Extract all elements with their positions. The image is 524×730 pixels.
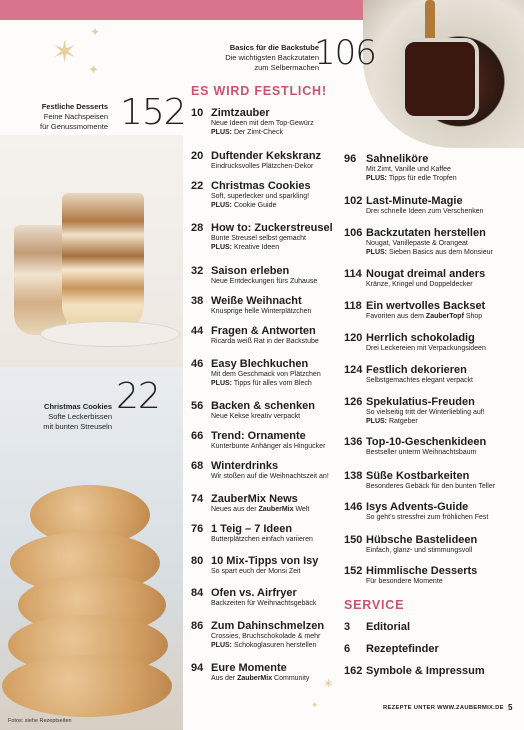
- toc-entry-title: Spekulatius-Freuden: [366, 396, 475, 408]
- toc-entry-page: 56: [191, 400, 204, 412]
- star-ornament-icon: ✶: [52, 36, 78, 69]
- toc-entry-plus-label: PLUS:: [211, 642, 232, 649]
- cookies-feature-label: [0, 402, 112, 432]
- toc-entry-plus-label: PLUS:: [366, 175, 387, 182]
- toc-entry[interactable]: [344, 665, 499, 677]
- toc-entry[interactable]: [344, 621, 499, 633]
- toc-entry-title: Top-10-Geschenkideen: [366, 436, 487, 448]
- toc-entry[interactable]: [344, 153, 499, 183]
- left-feature-column: [0, 20, 186, 730]
- toc-entry-subtitle: So spart euch der Monsi Zeit: [211, 568, 301, 575]
- toc-entry-subtitle: [366, 312, 499, 321]
- toc-entry-title: ZauberMix News: [211, 493, 298, 505]
- toc-entry-plus: [211, 641, 346, 650]
- toc-entry-subtitle: Mit dem Geschmack von Plätzchen: [211, 371, 321, 378]
- toc-entry[interactable]: [191, 358, 346, 388]
- toc-entry-page: 44: [191, 325, 204, 337]
- toc-entry[interactable]: [191, 325, 346, 346]
- star-ornament-icon: ✦: [311, 700, 319, 710]
- cookies-feature-page[interactable]: 22: [116, 376, 160, 417]
- toc-entry-page: 94: [191, 662, 204, 674]
- toc-entry-subtitle-text: Welt: [293, 506, 310, 513]
- toc-entry-plus-label: PLUS:: [211, 129, 232, 136]
- section-title-service: SERVICE: [344, 598, 405, 612]
- dessert-plate: [40, 321, 180, 347]
- cookies-feature-sub1: Softe Leckerbissen: [48, 412, 112, 421]
- toc-entry-page: 3: [344, 621, 351, 633]
- toc-entry-subtitle-text: Community: [272, 675, 310, 682]
- toc-entry[interactable]: [344, 534, 499, 555]
- toc-entry-page: 76: [191, 523, 204, 535]
- toc-entry-subtitle: Bestseller unterm Weihnachtsbaum: [366, 449, 477, 456]
- toc-entry-subtitle: [211, 505, 346, 514]
- toc-entry-page: 6: [344, 643, 351, 655]
- basics-feature-title: Basics für die Backstube: [229, 43, 319, 52]
- toc-entry[interactable]: [191, 555, 346, 576]
- toc-entry-page: 106: [344, 227, 363, 239]
- toc-entry-subtitle: Für besondere Momente: [366, 578, 443, 585]
- toc-entry-title: Last-Minute-Magie: [366, 195, 463, 207]
- toc-entry-subtitle: Drei Leckereien mit Verpackungsideen: [366, 345, 486, 352]
- toc-entry-plus-label: PLUS:: [211, 202, 232, 209]
- toc-entry[interactable]: [344, 501, 499, 522]
- toc-entry[interactable]: [344, 300, 499, 321]
- toc-entry-page: 86: [191, 620, 204, 632]
- section-title-festlich: ES WIRD FESTLICH!: [191, 84, 327, 98]
- toc-entry-page: 152: [344, 565, 363, 577]
- toc-entry-subtitle: Neue Entdeckungen fürs Zuhause: [211, 278, 318, 285]
- toc-entry-page: 32: [191, 265, 204, 277]
- desserts-feature-label: [0, 102, 108, 132]
- basics-feature-sub1: Die wichtigsten Backzutaten: [225, 53, 319, 62]
- toc-entry-title: Editorial: [366, 621, 411, 633]
- toc-entry[interactable]: [344, 643, 499, 655]
- toc-entry[interactable]: [344, 436, 499, 457]
- toc-entry-subtitle: Neue Ideen mit dem Top-Gewürz: [211, 120, 314, 127]
- toc-entry-subtitle: Knusprige helle Winterplätzchen: [211, 308, 312, 315]
- toc-entry[interactable]: [344, 396, 499, 426]
- star-ornament-icon: ✶: [323, 676, 334, 691]
- toc-entry-subtitle: Kunterbunte Anhänger als Hingucker: [211, 443, 326, 450]
- toc-entry-title: Duftender Kekskranz: [211, 150, 322, 162]
- toc-entry[interactable]: [344, 195, 499, 216]
- toc-entry-page: 162: [344, 665, 363, 677]
- star-ornament-icon: ✦: [88, 62, 99, 77]
- toc-entry[interactable]: [344, 268, 499, 289]
- cookies-feature-title: Christmas Cookies: [44, 402, 112, 411]
- toc-entry-plus: [211, 128, 346, 137]
- toc-entry-subtitle: Bunte Streusel selbst gemacht: [211, 235, 306, 242]
- toc-entry[interactable]: [344, 227, 499, 257]
- toc-entry[interactable]: [191, 400, 346, 421]
- toc-entry-subtitle: Backzeiten für Weihnachtsgebäck: [211, 600, 317, 607]
- toc-entry-page: 124: [344, 364, 363, 376]
- toc-entry-subtitle: Eindrucksvolles Plätzchen-Dekor: [211, 163, 314, 170]
- toc-entry-plus-text: Tipps für edle Tropfen: [387, 175, 457, 182]
- toc-entry-title: Ein wertvolles Backset: [366, 300, 486, 312]
- toc-entry[interactable]: [191, 150, 346, 171]
- basics-feature-sub2: zum Selbermachen: [254, 63, 319, 72]
- toc-entry[interactable]: [191, 222, 346, 252]
- toc-entry-subtitle: Kränze, Kringel und Doppeldecker: [366, 281, 473, 288]
- toc-entry-plus: [211, 379, 346, 388]
- toc-entry-title: Easy Blechkuchen: [211, 358, 309, 370]
- toc-entry[interactable]: [344, 565, 499, 586]
- toc-entry-page: 46: [191, 358, 204, 370]
- toc-entry-plus-text: Ratgeber: [387, 418, 418, 425]
- toc-entry-title: How to: Zuckerstreusel: [211, 222, 333, 234]
- toc-entry[interactable]: [191, 460, 346, 481]
- toc-entry[interactable]: [191, 620, 346, 650]
- basics-feature: [183, 33, 483, 73]
- toc-entry[interactable]: [191, 493, 346, 514]
- cookies-feature-sub2: mit bunten Streuseln: [43, 422, 112, 431]
- toc-entry-subtitle: Einfach, glanz- und stimmungsvoll: [366, 547, 473, 554]
- toc-entry-title: Zimtzauber: [211, 107, 270, 119]
- toc-entry-title: Saison erleben: [211, 265, 290, 277]
- footer-url[interactable]: REZEPTE UNTER WWW.ZAUBERMIX.DE: [383, 705, 504, 711]
- toc-entry-subtitle-text: Favoriten aus dem: [366, 313, 426, 320]
- toc-entry-page: 96: [344, 153, 357, 165]
- toc-entry-subtitle: Crossies, Bruchschokolade & mehr: [211, 633, 321, 640]
- star-ornament-icon: ✦: [90, 25, 101, 39]
- toc-entry[interactable]: [344, 332, 499, 353]
- toc-entry-title: Weiße Weihnacht: [211, 295, 302, 307]
- toc-entry-title: Festlich dekorieren: [366, 364, 467, 376]
- toc-entry[interactable]: [191, 295, 346, 316]
- toc-entry-title: Ofen vs. Airfryer: [211, 587, 297, 599]
- toc-entry-plus-text: Tipps für alles vom Blech: [232, 380, 312, 387]
- toc-entry-title: Isys Advents-Guide: [366, 501, 469, 513]
- toc-entry-subtitle: Mit Zimt, Vanille und Kaffee: [366, 166, 451, 173]
- toc-entry-title: Eure Momente: [211, 662, 287, 674]
- toc-entry[interactable]: [191, 180, 346, 210]
- toc-entry[interactable]: [344, 470, 499, 491]
- toc-entry-title: Fragen & Antworten: [211, 325, 316, 337]
- toc-entry-page: 38: [191, 295, 204, 307]
- toc-entry-title: Rezeptefinder: [366, 643, 439, 655]
- toc-entry-subtitle: Ricarda weiß Rat in der Backstube: [211, 338, 319, 345]
- toc-entry-plus-text: Der Zimt-Check: [232, 129, 283, 136]
- toc-entry-page: 136: [344, 436, 363, 448]
- desserts-feature-title: Festliche Desserts: [41, 102, 108, 111]
- desserts-feature-page[interactable]: 152: [120, 92, 186, 133]
- toc-entry-subtitle: Besonderes Gebäck für den bunten Teller: [366, 483, 496, 490]
- toc-entry[interactable]: [191, 107, 346, 137]
- toc-entry[interactable]: [191, 430, 346, 451]
- toc-entry-page: 10: [191, 107, 204, 119]
- toc-entry-title: Winterdrinks: [211, 460, 279, 472]
- desserts-feature-sub1: Feine Nachspeisen: [43, 112, 108, 121]
- photo-credit: Fotos: siehe Rezeptseiten: [8, 718, 72, 724]
- toc-entry-plus: [211, 201, 346, 210]
- toc-entry-subtitle: Drei schnelle Ideen zum Verschenken: [366, 208, 484, 215]
- toc-entry-page: 146: [344, 501, 363, 513]
- toc-entry-title: Trend: Ornamente: [211, 430, 306, 442]
- toc-entry-title: Backzutaten herstellen: [366, 227, 486, 239]
- toc-entry-page: 28: [191, 222, 204, 234]
- toc-entry-title: Himmlische Desserts: [366, 565, 478, 577]
- toc-entry-page: 126: [344, 396, 363, 408]
- desserts-feature-sub2: für Genussmomente: [40, 122, 108, 131]
- dessert-glass: [62, 193, 144, 333]
- toc-entry-title: Herrlich schokoladig: [366, 332, 475, 344]
- toc-entry[interactable]: [191, 587, 346, 608]
- toc-entry-subtitle-brand: ZauberMix: [237, 675, 273, 682]
- toc-column: [183, 0, 524, 730]
- toc-entry-subtitle: Soft, superlecker und sparkling!: [211, 193, 310, 200]
- dessert-glass-back: [14, 225, 68, 335]
- toc-entry-plus: [366, 248, 499, 257]
- toc-entry-title: Symbole & Impressum: [366, 665, 485, 677]
- toc-entry-subtitle: Butterplätzchen einfach variieren: [211, 536, 313, 543]
- toc-entry-plus-label: PLUS:: [211, 380, 232, 387]
- toc-entry-plus-text: Sieben Basics aus dem Monsieur: [387, 249, 493, 256]
- basics-feature-page[interactable]: 106: [314, 33, 376, 73]
- toc-entry-page: 120: [344, 332, 363, 344]
- toc-entry-subtitle-brand: ZauberTopf: [425, 313, 464, 320]
- desserts-photo: [0, 135, 183, 367]
- toc-entry-subtitle-text: Neues aus der: [211, 506, 259, 513]
- toc-entry-subtitle: Nougat, Vanillepaste & Orangeat: [366, 240, 468, 247]
- basics-feature-label: [169, 43, 319, 73]
- toc-entry-title: Süße Kostbarkeiten: [366, 470, 470, 482]
- toc-entry-plus-text: Kreative Ideen: [232, 244, 280, 251]
- toc-entry-plus-text: Cookie Guide: [232, 202, 277, 209]
- toc-entry-subtitle-text: Aus der: [211, 675, 238, 682]
- toc-entry-page: 84: [191, 587, 204, 599]
- toc-entry-page: 80: [191, 555, 204, 567]
- toc-entry-title: 10 Mix-Tipps von Isy: [211, 555, 319, 567]
- toc-entry-subtitle: Wir stoßen auf die Weihnachtszeit an!: [211, 473, 329, 480]
- toc-entry-plus: [211, 243, 346, 252]
- toc-entry-subtitle: Selbstgemachtes elegant verpackt: [366, 377, 474, 384]
- toc-entry-plus: [366, 174, 499, 183]
- toc-entry-subtitle-text: Shop: [463, 313, 483, 320]
- toc-entry[interactable]: [344, 364, 499, 385]
- toc-entry-page: 118: [344, 300, 362, 312]
- basics-photo: [363, 0, 524, 148]
- toc-entry[interactable]: [191, 265, 346, 286]
- toc-entry-page: 66: [191, 430, 204, 442]
- toc-entry-page: 22: [191, 180, 204, 192]
- toc-entry-plus: [366, 417, 499, 426]
- toc-entry-title: Sahneliköre: [366, 153, 429, 165]
- toc-entry-title: Backen & schenken: [211, 400, 315, 412]
- toc-entry-page: 20: [191, 150, 204, 162]
- toc-entry-page: 102: [344, 195, 363, 207]
- toc-entry-title: Christmas Cookies: [211, 180, 311, 192]
- toc-entry-page: 74: [191, 493, 204, 505]
- toc-entry-plus-text: Schokoglasuren herstellen: [232, 642, 317, 649]
- toc-entry-subtitle: So vielseitig tritt der Winterliebling auf!: [366, 409, 485, 416]
- toc-entry-page: 68: [191, 460, 204, 472]
- toc-entry-plus-label: PLUS:: [366, 249, 387, 256]
- toc-entry-title: Nougat dreimal anders: [366, 268, 486, 280]
- toc-entry-plus-label: PLUS:: [211, 244, 232, 251]
- toc-entry-page: 138: [344, 470, 363, 482]
- toc-entry-subtitle: Neue Kekse kreativ verpackt: [211, 413, 301, 420]
- cookie: [2, 655, 172, 717]
- toc-entry-subtitle: So geht's stressfrei zum fröhlichen Fest: [366, 514, 489, 521]
- toc-entry-page: 114: [344, 268, 362, 280]
- toc-entry-title: Hübsche Bastelideen: [366, 534, 478, 546]
- toc-entry[interactable]: [191, 523, 346, 544]
- toc-entry-title: 1 Teig – 7 Ideen: [211, 523, 293, 535]
- toc-entry-title: Zum Dahinschmelzen: [211, 620, 325, 632]
- toc-entry-page: 150: [344, 534, 363, 546]
- toc-entry-plus-label: PLUS:: [366, 418, 387, 425]
- page-number: 5: [508, 703, 513, 712]
- toc-entry-subtitle-brand: ZauberMix: [258, 506, 294, 513]
